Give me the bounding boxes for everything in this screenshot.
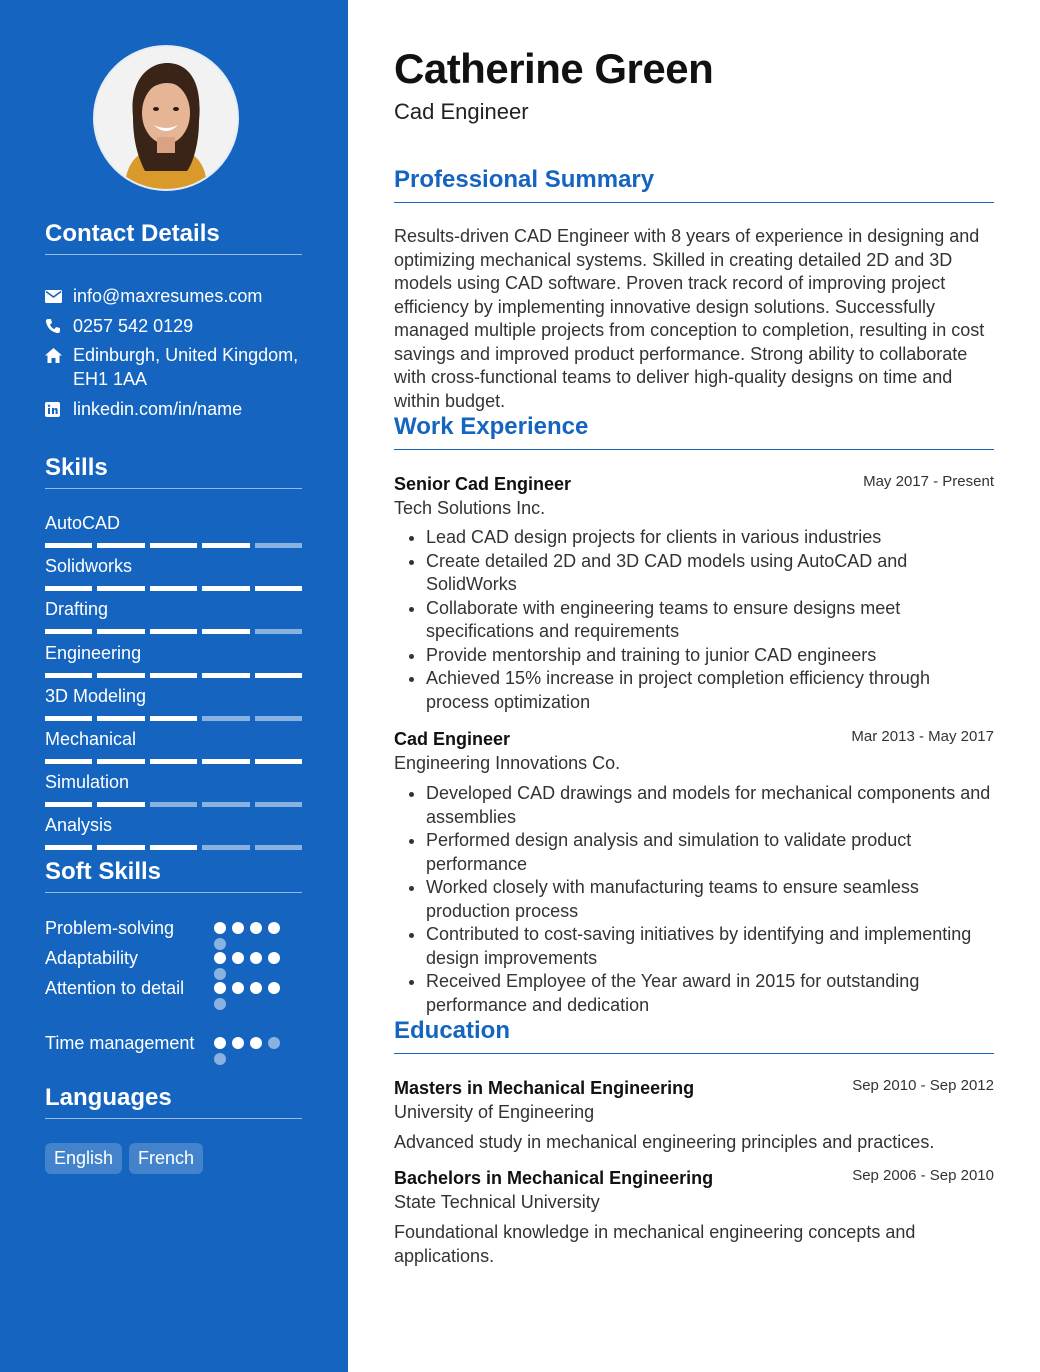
skill-level-bar [45,802,302,807]
job-bullet: • Lead CAD design projects for clients in various industries [426,526,994,550]
summary-heading: Professional Summary [394,166,994,203]
rating-dot [232,1037,244,1049]
soft-skill-rating [214,1037,292,1065]
rating-dot [214,1053,226,1065]
skill-level-segment [97,716,144,721]
linkedin-icon [45,397,73,421]
soft-skill-rating [214,982,292,1010]
job-bullet: • Developed CAD drawings and models for mechanical components and assemblies [426,782,994,829]
skill-level-segment [45,716,92,721]
job-dates: Mar 2013 - May 2017 [851,728,994,745]
job-bullets [394,526,994,714]
job-bullet: • Performed design analysis and simulation to validate product performance [426,829,994,876]
skill-level-segment [202,716,249,721]
job-bullet: • Achieved 15% increase in project completion efficiency through process optimization [426,667,994,714]
contact-address-text: Edinburgh, United Kingdom, EH1 1AA [73,345,299,389]
job-bullet: • Collaborate with engineering teams to ensure designs meet specifications and requirements [426,597,994,644]
skill-level-bar [45,586,302,591]
degree-title: Bachelors in Mechanical Engineering [394,1168,714,1188]
skill-level-bar [45,716,302,721]
skill-level-segment [97,759,144,764]
candidate-name: Catherine Green [394,45,714,92]
skill-level-segment [97,673,144,678]
summary-text: Results-driven CAD Engineer with 8 years of experience in designing and optimizing mechanical systems. Skilled in creating detailed 2D and 3D models using CAD software. Proven track record of improving project efficiency by implementing innovative design solutions. Successfully managed multiple projects from conception to completion, resulting in cost savings and improved product performance. Strong ability to collaborate with cross-functional teams to deliver high-quality designs on time and within budget. [394,226,985,411]
skill-level-segment [202,586,249,591]
job-company: Engineering Innovations Co. [394,753,621,773]
skill-level-segment [45,543,92,548]
soft-skill-name: Adaptability [45,948,139,968]
rating-dot [268,952,280,964]
job-bullet: • Create detailed 2D and 3D CAD models using AutoCAD and SolidWorks [426,550,994,597]
skill-level-segment [45,586,92,591]
skill-level-segment [97,802,144,807]
contact-linkedin[interactable] [45,397,305,421]
contact-address [45,343,305,391]
skill-level-segment [202,802,249,807]
skill-level-segment [45,629,92,634]
rating-dot [214,998,226,1010]
job-bullet: • Contributed to cost-saving initiatives by identifying and implementing design improvements [426,923,994,970]
skill-level-segment [150,543,197,548]
skill-name: Engineering [45,642,142,663]
job-company: Tech Solutions Inc. [394,498,546,518]
skill-level-bar [45,759,302,764]
skill-name: Solidworks [45,556,133,577]
skill-name: 3D Modeling [45,685,147,706]
rating-dot [214,922,226,934]
skill-level-segment [255,845,302,850]
school-name: State Technical University [394,1192,600,1212]
contact-phone-text: 0257 542 0129 [73,316,194,336]
school-name: University of Engineering [394,1102,595,1122]
skill-level-segment [150,586,197,591]
degree-description: Foundational knowledge in mechanical engineering concepts and applications. [394,1222,916,1266]
skill-level-segment [97,629,144,634]
rating-dot [232,982,244,994]
rating-dot [268,1037,280,1049]
language-tag-french: French [129,1143,203,1174]
portrait-image [95,47,237,189]
soft-skill-name: Problem-solving [45,918,175,938]
skill-level-segment [202,845,249,850]
skill-level-segment [45,802,92,807]
skill-level-segment [202,543,249,548]
skill-level-segment [97,586,144,591]
skill-level-segment [45,673,92,678]
soft-skill-name: Time management [45,1033,195,1053]
skill-level-segment [202,629,249,634]
skill-level-bar [45,845,302,850]
skill-name: Mechanical [45,729,137,749]
skill-level-segment [45,845,92,850]
rating-dot [214,1037,226,1049]
rating-dot [214,938,226,950]
rating-dot [232,952,244,964]
skill-level-segment [150,802,197,807]
work-experience-heading: Work Experience [394,413,994,450]
envelope-icon [45,284,73,308]
rating-dot [250,1037,262,1049]
home-icon [45,343,73,367]
rating-dot [250,982,262,994]
rating-dot [268,982,280,994]
skill-level-segment [150,759,197,764]
skill-level-segment [45,759,92,764]
skill-name: Drafting [45,599,109,620]
skill-level-segment [255,802,302,807]
rating-dot [250,922,262,934]
contact-email-text: info@maxresumes.com [73,286,263,306]
skill-level-segment [150,629,197,634]
degree-dates: Sep 2006 - Sep 2010 [852,1167,994,1184]
skill-name: AutoCAD [45,513,121,533]
job-bullet: • Worked closely with manufacturing teams to ensure seamless production process [426,876,994,923]
skill-level-bar [45,629,302,634]
job-dates: May 2017 - Present [863,473,994,490]
skill-level-segment [150,673,197,678]
job-title: Senior Cad Engineer [394,474,572,494]
languages-heading: Languages [45,1084,302,1119]
skill-level-segment [150,845,197,850]
skill-level-segment [255,586,302,591]
soft-skill-rating [214,922,292,950]
contact-email[interactable] [45,284,305,308]
rating-dot [214,952,226,964]
job-bullet: • Received Employee of the Year award in 2015 for outstanding performance and dedication [426,970,994,1017]
skills-heading: Skills [45,454,302,489]
profile-photo [93,45,239,191]
job-bullets [394,782,994,1017]
skill-level-segment [97,543,144,548]
degree-title: Masters in Mechanical Engineering [394,1078,695,1098]
soft-skills-heading: Soft Skills [45,858,302,893]
rating-dot [214,982,226,994]
skill-level-segment [97,845,144,850]
job-title: Cad Engineer [394,729,511,749]
candidate-title: Cad Engineer [394,99,529,124]
skill-level-segment [202,759,249,764]
degree-dates: Sep 2010 - Sep 2012 [852,1077,994,1094]
contact-heading: Contact Details [45,220,302,255]
contact-phone[interactable] [45,314,305,338]
education-heading: Education [394,1017,994,1054]
skill-level-segment [255,543,302,548]
soft-skill-rating [214,952,292,980]
skill-level-bar [45,673,302,678]
language-tag-english: English [45,1143,122,1174]
rating-dot [250,952,262,964]
sidebar [0,0,348,1372]
skill-level-segment [255,716,302,721]
skill-name: Simulation [45,772,130,793]
phone-icon [45,314,73,338]
skill-level-segment [202,673,249,678]
rating-dot [268,922,280,934]
rating-dot [232,922,244,934]
skill-name: Analysis [45,815,113,836]
skill-level-segment [255,759,302,764]
soft-skill-name: Attention to detail [45,978,185,998]
skill-level-segment [255,629,302,634]
degree-description: Advanced study in mechanical engineering principles and practices. [394,1132,935,1152]
job-bullet: • Provide mentorship and training to junior CAD engineers [426,644,994,668]
skill-level-segment [255,673,302,678]
skill-level-bar [45,543,302,548]
rating-dot [214,968,226,980]
contact-linkedin-text: linkedin.com/in/name [73,399,243,419]
skill-level-segment [150,716,197,721]
